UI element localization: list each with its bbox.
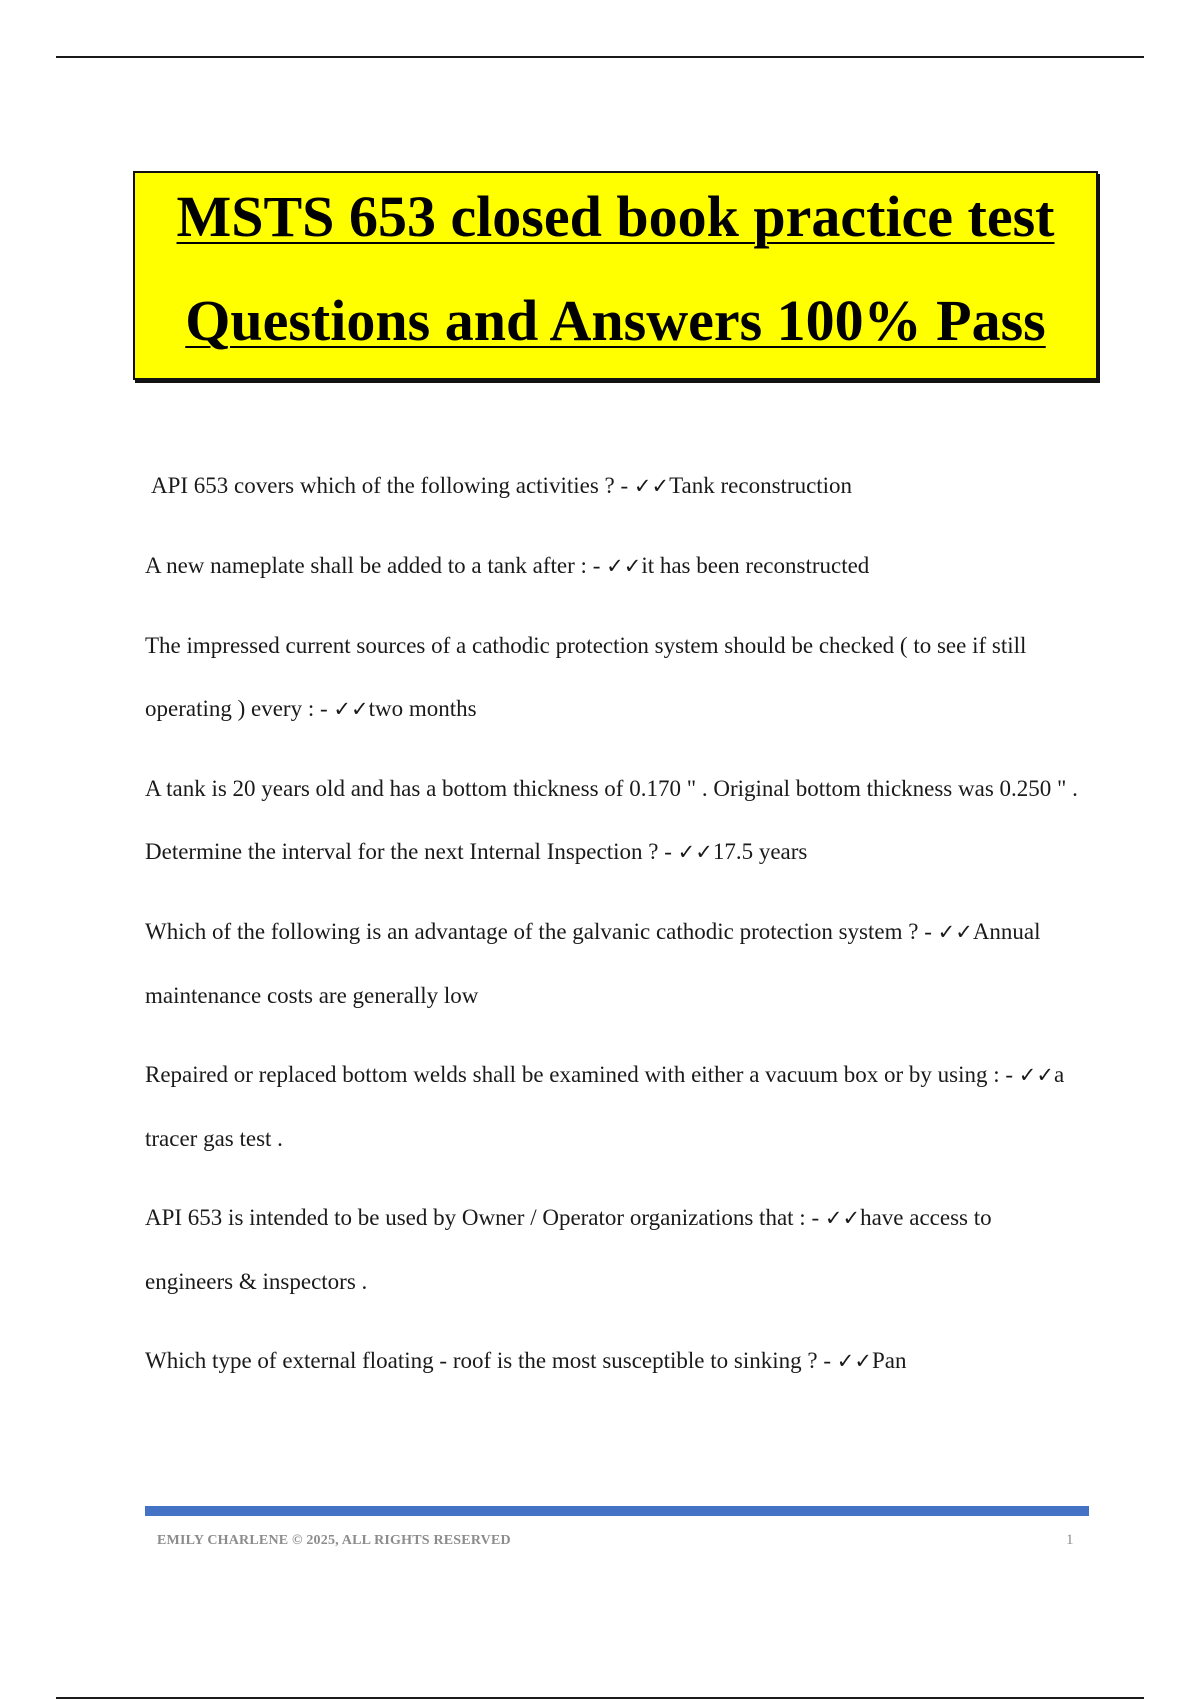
answer-text: a tracer gas test . xyxy=(145,1062,1065,1151)
check-icon: ✓✓ xyxy=(333,697,369,721)
title-line-2: Questions and Answers 100% Pass xyxy=(185,288,1046,353)
check-icon: ✓✓ xyxy=(836,1349,872,1373)
footer-divider-bar xyxy=(145,1506,1089,1516)
qa-item xyxy=(145,757,1085,884)
answer-text: Tank reconstruction xyxy=(669,473,853,498)
answer-text: Pan xyxy=(871,1348,907,1373)
question-text: Which of the following is an advantage of the galvanic cathodic protection system ? - xyxy=(145,919,932,944)
title-line-1: MSTS 653 closed book practice test xyxy=(176,184,1055,249)
check-icon: ✓✓ xyxy=(1018,1063,1054,1087)
top-rule xyxy=(56,56,1144,58)
title-banner xyxy=(133,171,1098,380)
question-text: Repaired or replaced bottom welds shall be examined with either a vacuum box or by using : - xyxy=(145,1062,1014,1087)
page-number: 1 xyxy=(1066,1532,1074,1548)
qa-list xyxy=(145,454,1085,1409)
check-icon: ✓✓ xyxy=(606,554,642,578)
check-icon: ✓✓ xyxy=(937,920,973,944)
check-icon: ✓✓ xyxy=(824,1206,861,1230)
qa-item xyxy=(145,454,1085,518)
qa-item xyxy=(145,614,1085,741)
check-icon: ✓✓ xyxy=(677,840,713,864)
qa-item xyxy=(145,1186,1085,1313)
answer-text: it has been reconstructed xyxy=(641,553,870,578)
qa-item xyxy=(145,534,1085,598)
footer-copyright: EMILY CHARLENE © 2025, ALL RIGHTS RESERVED xyxy=(157,1533,511,1548)
qa-item xyxy=(145,900,1085,1027)
answer-text: Annual maintenance costs are generally low xyxy=(145,919,1041,1008)
question-text: API 653 covers which of the following activities ? - xyxy=(151,473,629,498)
question-text: The impressed current sources of a cathodic protection system should be checked ( to see if still operating ) every : - xyxy=(145,633,1027,721)
answer-text: 17.5 years xyxy=(712,839,808,864)
question-text: A new nameplate shall be added to a tank after : - xyxy=(145,553,601,578)
qa-item xyxy=(145,1043,1085,1170)
check-icon: ✓✓ xyxy=(633,474,670,498)
qa-item xyxy=(145,1329,1085,1393)
question-text: A tank is 20 years old and has a bottom thickness of 0.170 " . Original bottom thickness was 0.250 " . Determine the interval for the next Internal Inspection ? - xyxy=(145,776,1078,864)
bottom-rule xyxy=(56,1697,1144,1699)
question-text: Which type of external floating - roof is the most susceptible to sinking ? - xyxy=(145,1348,832,1373)
answer-text: have access to engineers & inspectors . xyxy=(145,1205,992,1294)
answer-text: two months xyxy=(368,696,477,721)
question-text: API 653 is intended to be used by Owner / Operator organizations that : - xyxy=(145,1205,820,1230)
